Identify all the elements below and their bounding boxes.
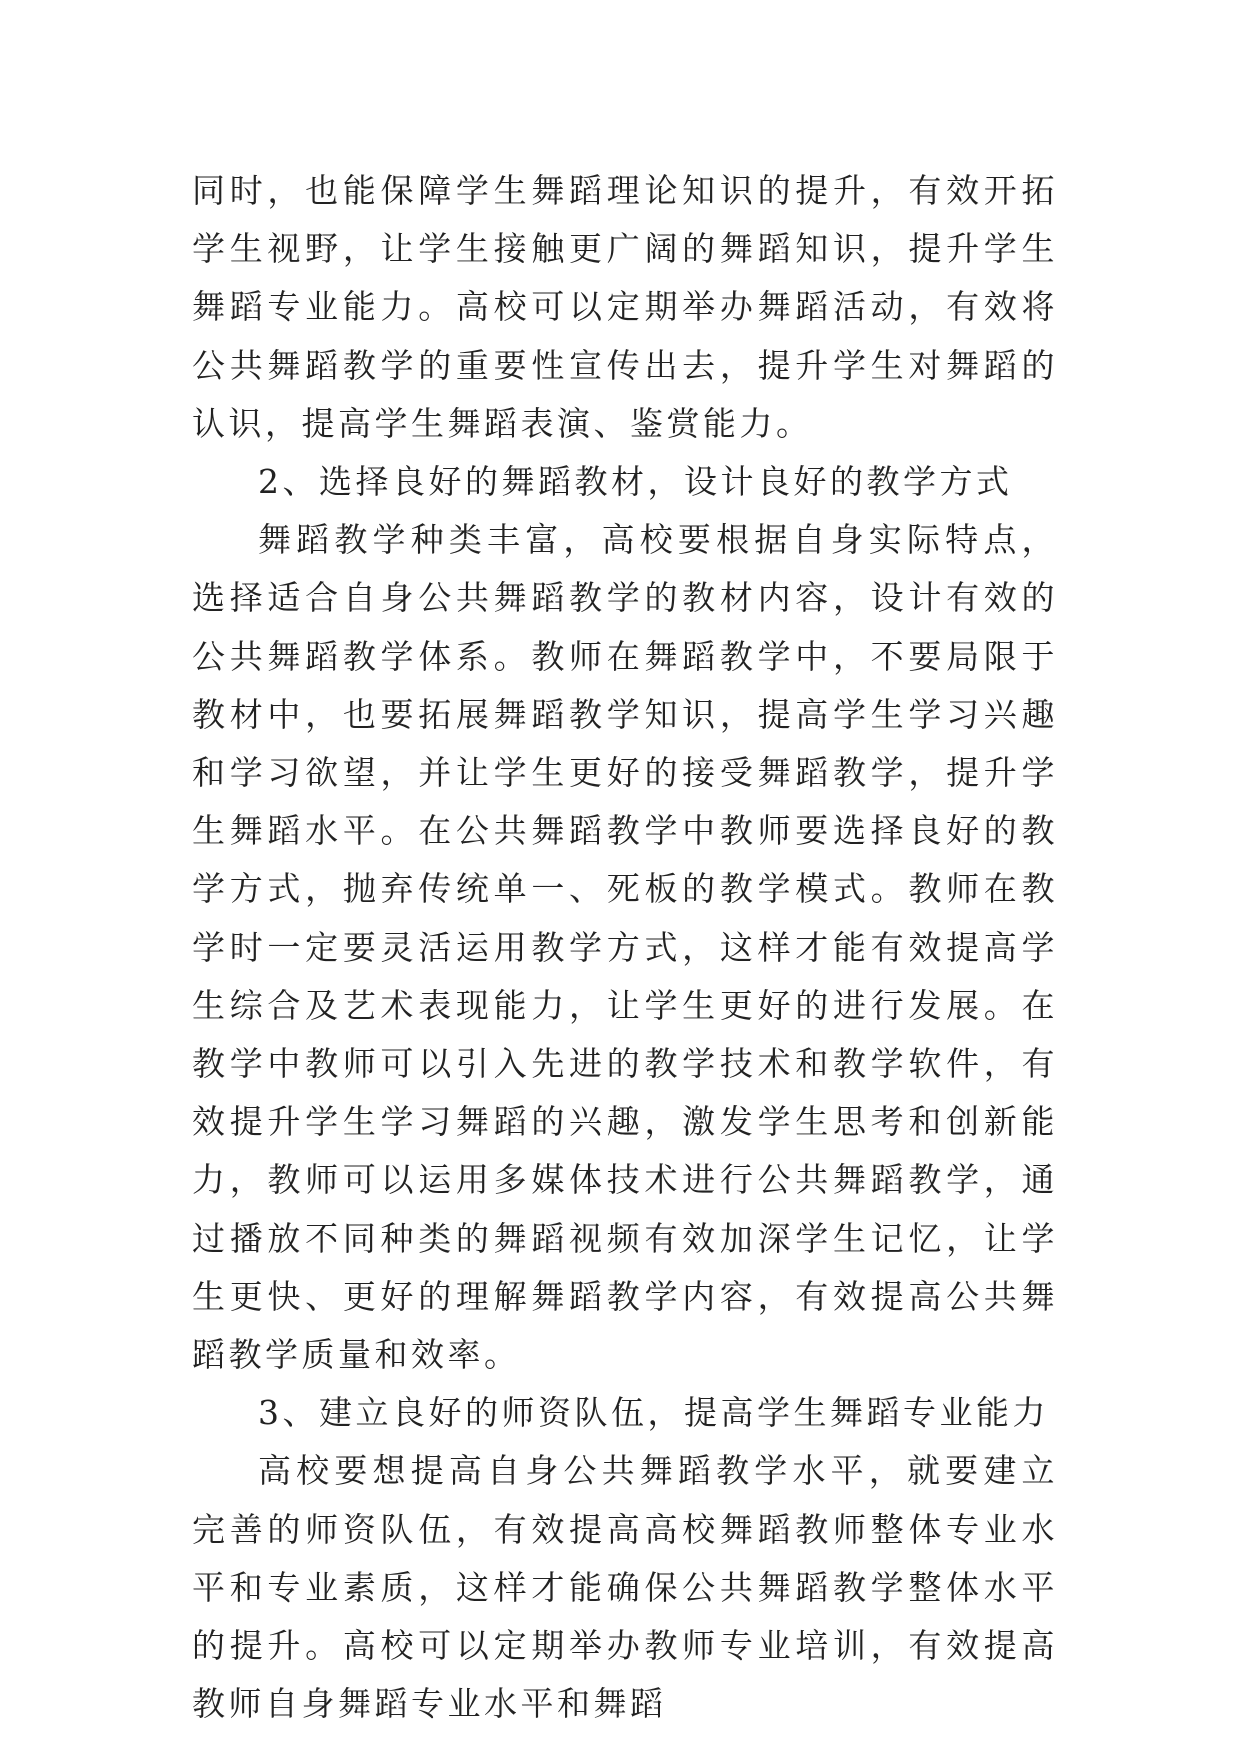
section-heading-2: 2、选择良好的舞蹈教材，设计良好的教学方式 (258, 462, 1013, 502)
body-paragraph-continuation: 同时，也能保障学生舞蹈理论知识的提升，有效开拓学生视野，让学生接触更广阔的舞蹈知识，提升学生舞蹈专业能力。高校可以定期举办舞蹈活动，有效将公共舞蹈教学的重要性宣传出去，提升学生对舞蹈的认识，提高学生舞蹈表演、鉴赏能力。 (192, 171, 1058, 443)
document-body (192, 162, 1058, 1733)
body-paragraph-teaching-materials: 舞蹈教学种类丰富，高校要根据自身实际特点，选择适合自身公共舞蹈教学的教材内容，设计有效的公共舞蹈教学体系。教师在舞蹈教学中，不要局限于教材中，也要拓展舞蹈教学知识，提高学生学习兴趣和学习欲望，并让学生更好的接受舞蹈教学，提升学生舞蹈水平。在公共舞蹈教学中教师要选择良好的教学方式，抛弃传统单一、死板的教学模式。教师在教学时一定要灵活运用教学方式，这样才能有效提高学生综合及艺术表现能力，让学生更好的进行发展。在教学中教师可以引入先进的教学技术和教学软件，有效提升学生学习舞蹈的兴趣，激发学生思考和创新能力，教师可以运用多媒体技术进行公共舞蹈教学，通过播放不同种类的舞蹈视频有效加深学生记忆，让学生更快、更好的理解舞蹈教学内容，有效提高公共舞蹈教学质量和效率。 (192, 520, 1058, 1375)
section-heading-3: 3、建立良好的师资队伍，提高学生舞蹈专业能力 (258, 1393, 1049, 1433)
body-paragraph-teaching-staff: 高校要想提高自身公共舞蹈教学水平，就要建立完善的师资队伍，有效提高高校舞蹈教师整体专业水平和专业素质，这样才能确保公共舞蹈教学整体水平的提升。高校可以定期举办教师专业培训，有效提高教师自身舞蹈专业水平和舞蹈 (192, 1451, 1058, 1724)
